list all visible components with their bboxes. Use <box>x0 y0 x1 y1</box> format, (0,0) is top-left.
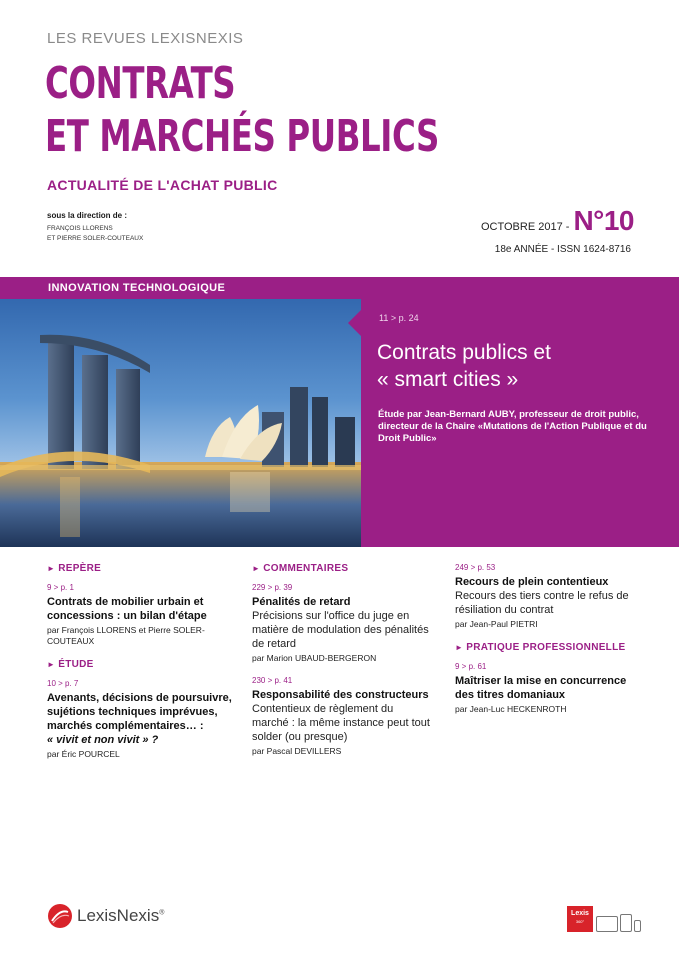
issue-info <box>481 205 634 237</box>
journal-title-line1: CONTRATS <box>45 58 236 109</box>
tablet-icon <box>620 914 632 932</box>
triangle-icon: ► <box>47 564 56 573</box>
issue-number: N°10 <box>573 205 634 236</box>
section-repere: ► REPÈRE <box>47 563 102 574</box>
section-etude: ► ÉTUDE <box>47 659 94 670</box>
triangle-icon: ► <box>455 643 464 652</box>
article-ref: 230 > p. 41 <box>252 676 293 685</box>
journal-subtitle: ACTUALITÉ DE L'ACHAT PUBLIC <box>47 177 278 193</box>
article-title: Contrats de mobilier urbain et concessions : un bilan d'étape <box>47 596 207 622</box>
article-author: par Pascal DEVILLERS <box>252 746 342 756</box>
section-commentaires: ► COMMENTAIRES <box>252 563 349 574</box>
journal-title-line2: ET MARCHÉS PUBLICS <box>45 111 439 162</box>
singapore-skyline-image <box>0 277 361 547</box>
feature-banner[interactable] <box>0 277 679 547</box>
lexis360-badge[interactable]: Lexis 360° <box>567 906 593 932</box>
article-ref: 229 > p. 39 <box>252 583 293 592</box>
article-title: Maîtriser la mise en concurrence des titres domaniaux <box>455 675 627 701</box>
phone-icon <box>634 920 641 932</box>
article-subtitle: Contentieux de règlement du marché : la même instance peut tout solder (ou presque) <box>252 703 430 743</box>
feature-title-line2: « smart cities » <box>377 368 519 391</box>
footer-badges <box>567 906 641 932</box>
article[interactable] <box>252 676 432 757</box>
cover-photo <box>0 277 361 547</box>
issue-month: OCTOBRE 2017 - <box>480 221 570 233</box>
article-subtitle: Recours des tiers contre le refus de résiliation du contrat <box>455 590 629 616</box>
article-title-italic: « vivit et non vivit » ? <box>47 734 159 746</box>
article-title: Pénalités de retard <box>252 596 351 608</box>
direction-label: sous la direction de : <box>47 211 128 220</box>
article-author: par Éric POURCEL <box>47 749 120 759</box>
lexisnexis-logo-icon <box>47 903 73 929</box>
feature-title[interactable] <box>377 339 667 393</box>
article-title: Recours de plein contentieux <box>455 576 609 588</box>
panel-notch <box>348 310 361 336</box>
feature-ref: 11 > p. 24 <box>379 313 419 323</box>
article-ref: 10 > p. 7 <box>47 679 79 688</box>
column-middle <box>252 563 432 769</box>
topic-bar: INNOVATION TECHNOLOGIQUE <box>0 277 361 299</box>
article-title: Responsabilité des constructeurs <box>252 689 429 701</box>
director-1: FRANÇOIS LLORENS <box>47 225 113 232</box>
feature-title-line1: Contrats publics et <box>377 341 551 364</box>
article-ref: 249 > p. 53 <box>455 563 496 572</box>
triangle-icon: ► <box>252 564 261 573</box>
article-ref: 9 > p. 1 <box>47 583 74 592</box>
director-2: ET PIERRE SOLER-COUTEAUX <box>47 235 144 242</box>
year-issn: 18e ANNÉE - ISSN 1624-8716 <box>494 244 631 255</box>
section-pratique: ► PRATIQUE PROFESSIONNELLE <box>455 642 626 653</box>
devices-icon <box>596 914 641 932</box>
article[interactable] <box>252 583 432 664</box>
feature-description: Étude par Jean-Bernard AUBY, professeur de droit public, directeur de la Chaire «Mutations de l'Action Publique et du Droit Public» <box>378 409 647 444</box>
article-author: par Jean-Paul PIETRI <box>455 619 538 629</box>
desktop-icon <box>596 916 618 932</box>
article[interactable] <box>455 563 640 630</box>
article[interactable] <box>455 662 640 715</box>
publisher-name: LexisNexis® <box>77 906 165 925</box>
article-subtitle: Précisions sur l'office du juge en matière de modulation des pénalités de retard <box>252 610 429 650</box>
column-left <box>47 563 232 772</box>
article-title: Avenants, décisions de poursuivre, sujétions techniques imprévues, marchés complémentaires… : <box>47 692 232 732</box>
article-author: par Marion UBAUD-BERGERON <box>252 653 377 663</box>
column-right <box>455 563 640 727</box>
article[interactable] <box>47 679 232 760</box>
article[interactable] <box>47 583 232 647</box>
publisher-logo[interactable] <box>47 903 164 929</box>
article-ref: 9 > p. 61 <box>455 662 487 671</box>
series-name: LES REVUES LEXISNEXIS <box>47 30 244 47</box>
article-author: par Jean-Luc HECKENROTH <box>455 704 567 714</box>
directors <box>47 224 143 244</box>
feature-panel[interactable] <box>361 277 679 547</box>
triangle-icon: ► <box>47 660 56 669</box>
article-author: par François LLORENS et Pierre SOLER-COUTEAUX <box>47 625 205 646</box>
